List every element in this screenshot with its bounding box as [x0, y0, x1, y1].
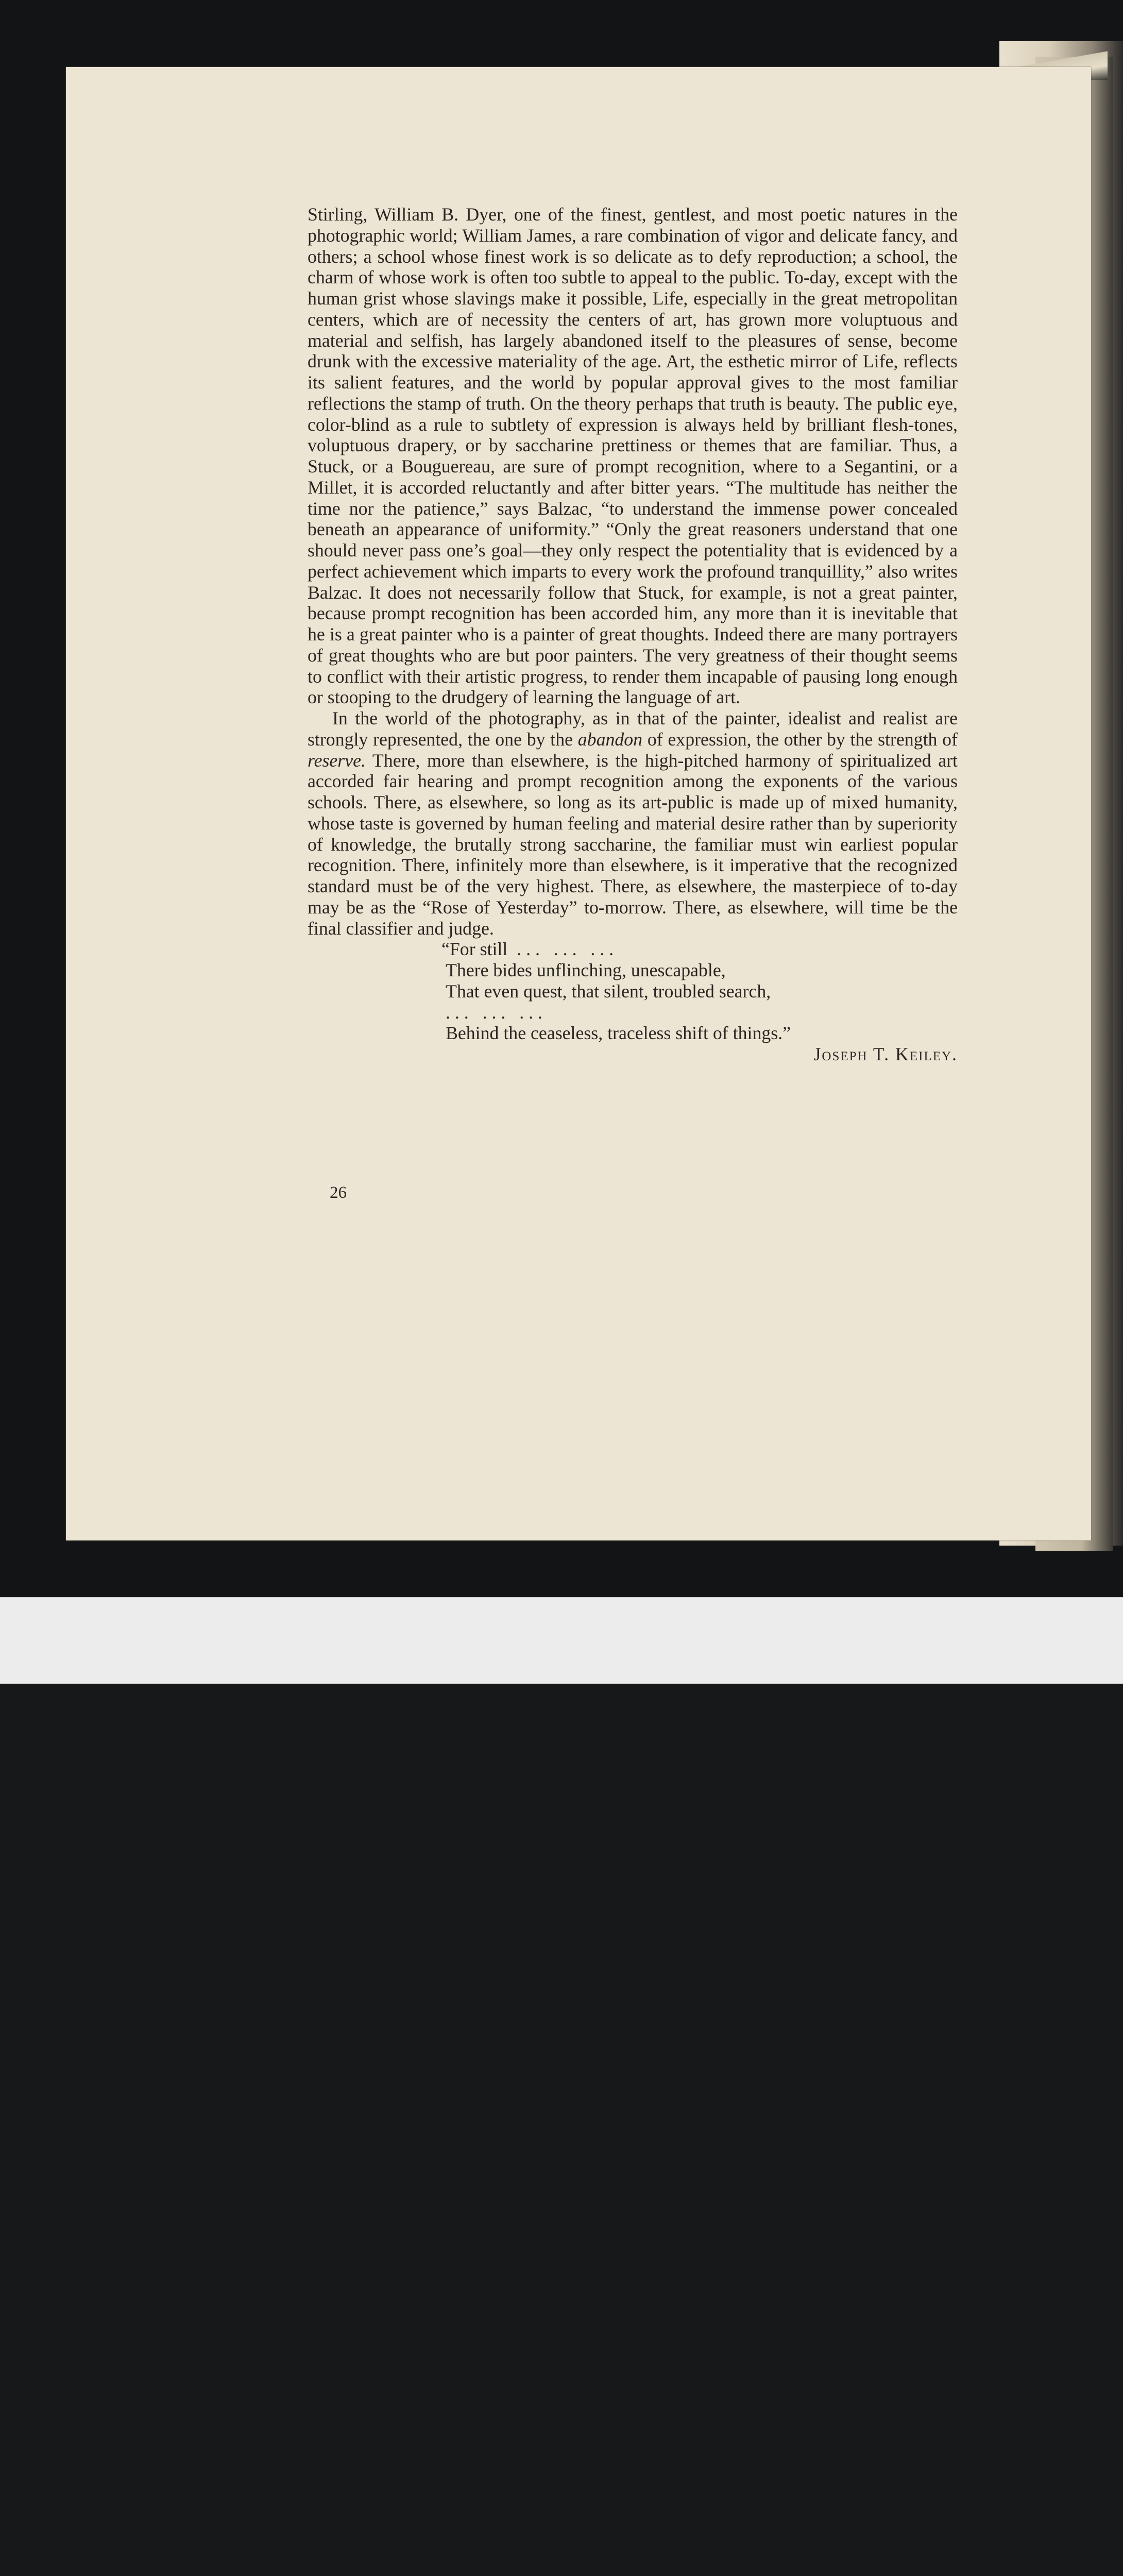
author-signature: Joseph T. Keiley. — [813, 1044, 958, 1064]
page-number: 26 — [330, 1183, 347, 1202]
viewer-footer — [0, 1597, 1123, 1684]
paragraph-2 — [308, 708, 958, 939]
paragraph-2-part-1: In the world of the photography, as in that of the painter, idealist and realist are strongly represented, the one by the — [308, 708, 958, 750]
page-text — [308, 204, 958, 1065]
paragraph-1: Stirling, William B. Dyer, one of the finest, gentlest, and most poetic natures in the photographic world; William James, a rare combination of vigor and delicate fancy, and others; a school whose finest work is so delicate as to defy reproduction; a school, the charm of whose work is often too subtle to appeal to the public. To-day, except with the human grist whose slavings make it possible, Life, especially in the great metropolitan centers, which are of necessity the centers of art, has grown more voluptuous and material and selfish, has largely abandoned itself to the pleasures of sense, become drunk with the excessive materiality of the age. Art, the esthetic mirror of Life, reflects its salient features, and the world by popular approval gives to the most familiar reflections the stamp of truth. On the theory perhaps that truth is beauty. The public eye, color-blind as a rule to subtlety of expression is always held by brilliant flesh-tones, voluptuous drapery, or by saccharine prettiness or themes that are familiar. Thus, a Stuck, or a Bouguereau, are sure of prompt recognition, where to a Segantini, or a Millet, it is accorded reluctantly and after bitter years. “The multitude has neither the time nor the patience,” says Balzac, “to understand the immense power concealed beneath an appearance of uniformity.” “Only the great reasoners understand that one should never pass one’s goal—they only respect the potentiality that is evidenced by a perfect achievement which imparts to every work the profound tranquillity,” also writes Balzac. It does not necessarily follow that Stuck, for example, is not a great painter, because prompt recognition has been accorded him, any more than it is inevitable that he is a great painter who is a painter of great thoughts. Indeed there are many portrayers of great thoughts who are but poor painters. The very greatness of their thought seems to conflict with their artistic progress, to render them incapable of pausing long enough or stooping to the drudgery of learning the language of art. — [308, 204, 958, 708]
poem-line: Behind the ceaseless, traceless shift of things.” — [446, 1023, 791, 1044]
poem-line: “For still . . . . . . . . . — [441, 939, 614, 960]
emphasis-abandon: abandon — [577, 728, 643, 750]
paragraph-2-part-2: of expression, the other by the strength of — [642, 728, 958, 750]
poem-ellipsis-line: . . . . . . . . . — [446, 1002, 542, 1023]
poem-line: That even quest, that silent, troubled search, — [446, 980, 771, 1002]
paragraph-2-part-3: There, more than elsewhere, is the high-pitched harmony of spiritualized art accorded fair hearing and prompt recognition among the exponents of the various schools. There, as elsewhere, so long as its art-public is made up of mixed humanity, whose taste is governed by human feeling and material desire rather than by superiority of knowledge, the brutally strong saccharine, the familiar must win earliest popular recognition. There, infinitely more than elsewhere, is it imperative that the recognized standard must be of the very highest. There, as elsewhere, the masterpiece of to-day may be as the “Rose of Yesterday” to-morrow. There, as elsewhere, will time be the final classifier and judge. — [308, 750, 958, 939]
poem-line: There bides unflinching, unescapable, — [446, 960, 726, 980]
emphasis-reserve: reserve. — [308, 750, 366, 771]
poem-quote — [308, 939, 958, 1044]
